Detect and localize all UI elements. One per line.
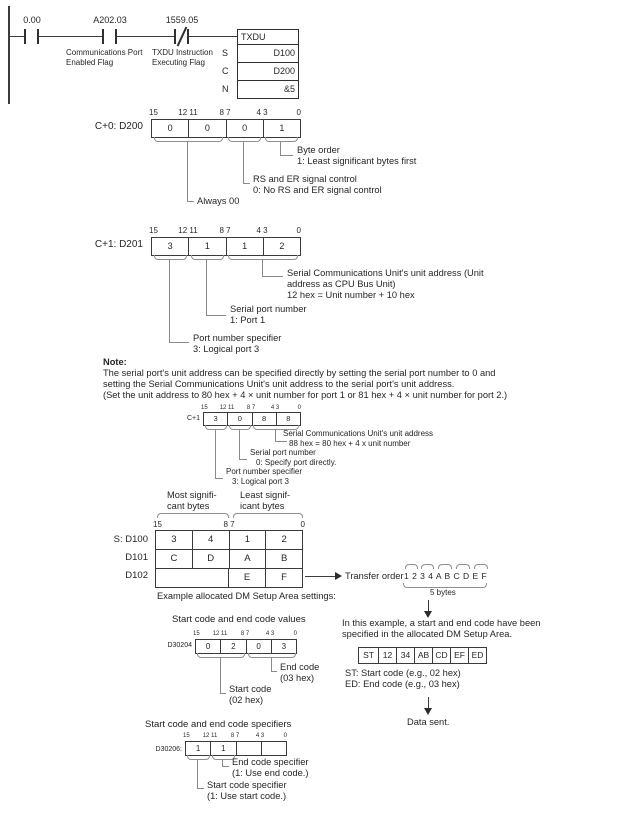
connector-line	[280, 141, 281, 156]
byte-cell: F	[265, 569, 302, 587]
bit-tick: 12 11	[178, 226, 198, 235]
register-label: C+1	[186, 415, 200, 422]
annotation-line: 0: Specify port directly.	[256, 458, 337, 467]
connector-line	[197, 759, 198, 789]
caption-line: Enabled Flag	[66, 58, 114, 67]
port-specifier-annotation	[193, 333, 281, 355]
nc-slash-icon	[176, 27, 187, 47]
bit-tick: 15	[183, 733, 190, 739]
frame-byte: ED	[468, 647, 487, 664]
connector-line	[187, 201, 194, 202]
nibble-cell: 0	[188, 120, 225, 137]
section-heading: Start code and end code specifiers	[145, 719, 292, 730]
operand-n-value: &5	[237, 80, 299, 99]
under-brace	[228, 137, 261, 142]
under-brace	[205, 425, 227, 430]
nibble-cell: 1	[226, 238, 263, 255]
under-brace	[154, 137, 223, 142]
bit-tick: 8 7	[230, 733, 240, 739]
contact-address: 0.00	[23, 15, 41, 25]
connector-line	[187, 141, 188, 202]
register-cells	[203, 412, 301, 426]
table-row	[155, 549, 303, 569]
bit-tick: 8 7	[240, 631, 250, 637]
connector-line	[220, 693, 226, 694]
frame-byte: 12	[378, 647, 397, 664]
register-cells	[151, 237, 301, 256]
over-brace	[233, 513, 303, 518]
contact-address: A202.03	[93, 15, 127, 25]
bit-tick: 0	[283, 733, 287, 739]
byte-cell: 3	[171, 534, 177, 545]
pair-bracket	[421, 564, 434, 569]
bit-tick: 4 3	[270, 405, 280, 411]
byte-cell: A	[229, 550, 266, 568]
bit-tick: 8 7	[219, 108, 231, 117]
header-line: Least signif-	[240, 490, 291, 500]
register-label: D30206:	[155, 746, 182, 753]
frame-byte: CD	[432, 647, 451, 664]
register-cells	[195, 639, 297, 654]
byte-cell	[192, 569, 228, 587]
bit-tick: 12 11	[219, 405, 235, 411]
bit-tick: 12 11	[212, 631, 228, 637]
table-caption: Example allocated DM Setup Area settings:	[157, 591, 336, 601]
bit-tick: 0	[296, 108, 301, 117]
connector-line	[197, 788, 204, 789]
no-contact-icon	[102, 29, 117, 44]
bit-tick: 0	[293, 631, 297, 637]
annotation-line: (1: Use start code.)	[207, 791, 287, 801]
byte-cell: E	[228, 569, 265, 587]
no-contact-icon	[24, 29, 39, 44]
annotation-line: 12 hex = Unit number + 10 hex	[287, 290, 415, 300]
annotation-line: Start code specifier	[207, 780, 287, 790]
example-line: In this example, a start and end code have been	[342, 618, 541, 628]
nibble-cell: 1	[210, 742, 235, 755]
end-code-specifier-annotation	[232, 757, 309, 779]
connector-line	[262, 276, 283, 277]
arrow-down-icon	[424, 708, 432, 715]
annotation-line: Port number specifier	[193, 333, 282, 343]
annotation-line: RS and ER signal control	[253, 174, 357, 184]
txdu-instruction-block	[237, 29, 299, 99]
under-brace	[265, 137, 298, 142]
bit-tick: 15	[149, 226, 158, 235]
annotation-line: address as CPU Bus Unit)	[287, 279, 396, 289]
connector-line	[271, 657, 272, 672]
under-brace	[197, 653, 245, 658]
note-line: setting the Serial Communications Unit's unit address to the serial port's unit address.	[103, 379, 455, 389]
operand-s-value: D100	[237, 44, 299, 63]
byte-cell: 2	[265, 531, 302, 549]
nibble-cell: 0	[246, 640, 271, 653]
under-brace	[228, 255, 298, 260]
connector-line	[169, 342, 189, 343]
under-brace	[187, 755, 210, 760]
arrow-line	[305, 576, 336, 577]
serial-port-annotation	[230, 304, 306, 326]
always-annotation: Always 00	[197, 196, 240, 206]
st-legend: ST: Start code (e.g., 02 hex)	[345, 668, 461, 678]
data-sent-label: Data sent.	[407, 717, 450, 727]
annotation-line: 1: Least significant bytes first	[297, 156, 417, 166]
bit-tick: 8 7	[246, 405, 256, 411]
annotation-line: Serial Communications Unit's unit address	[283, 429, 434, 438]
frame-byte: ST	[358, 647, 379, 664]
caption-line: Communications Port	[66, 48, 143, 57]
annotation-line: Serial port number	[250, 448, 316, 457]
register-cells	[151, 119, 301, 138]
bit-tick: 0	[297, 405, 301, 411]
register-label: C+0: D200	[94, 121, 143, 132]
nibble-cell: 0	[227, 413, 251, 425]
connector-line	[239, 429, 240, 460]
over-brace	[157, 513, 229, 518]
end-code-annotation	[280, 662, 319, 684]
example-line: specified in the allocated DM Setup Area.	[342, 629, 513, 639]
bit-tick: 4 3	[255, 733, 265, 739]
bit-tick: 0	[296, 226, 301, 235]
nc-contact-icon	[174, 29, 189, 44]
annotation-line: Serial Communications Unit's unit address (Unit	[287, 268, 484, 278]
byte-cell: D	[192, 550, 229, 568]
contact-caption	[66, 48, 142, 68]
left-bus-bar	[8, 6, 10, 104]
connector-line	[206, 315, 226, 316]
byte-cell: B	[265, 550, 302, 568]
under-brace	[154, 255, 187, 260]
connector-line	[243, 183, 250, 184]
annotation-line: Serial port number	[230, 304, 307, 314]
nibble-cell: 3	[167, 241, 173, 251]
nibble-cell: 2	[263, 238, 300, 255]
operand-n-letter: N	[222, 84, 229, 94]
annotation-line: (1: Use end code.)	[232, 768, 309, 778]
pair-bracket	[405, 564, 418, 569]
rs-er-annotation	[253, 174, 382, 196]
connector-line	[215, 429, 216, 479]
annotation-line: (02 hex)	[229, 695, 264, 705]
contact-address: 1559.05	[165, 15, 199, 25]
pair-bracket	[474, 564, 488, 569]
note-heading: Note:	[103, 357, 127, 367]
annotation-line: 88 hex = 80 hex + 4 x unit number	[289, 439, 411, 448]
bit-tick: 12 11	[202, 733, 218, 739]
bit-tick: 4 3	[256, 226, 268, 235]
bit-number-row	[151, 226, 299, 235]
connector-line	[262, 259, 263, 277]
bit-tick: 0	[300, 520, 305, 529]
nibble-cell: 1	[188, 238, 225, 255]
bit-tick: 12 11	[178, 108, 198, 117]
byte-cell	[156, 569, 192, 587]
nibble-cell: 1	[195, 744, 201, 753]
annotation-line: Start code	[229, 684, 272, 694]
start-code-specifier-annotation	[207, 780, 287, 802]
annotation-line: 3: Logical port 3	[232, 477, 289, 486]
operand-s-letter: S	[222, 48, 229, 58]
connector-line	[239, 459, 247, 460]
rung-wire	[9, 36, 238, 37]
annotation-line: (03 hex)	[280, 673, 315, 683]
byte-cell: C	[170, 553, 178, 564]
annotation-line: 0: No RS and ER signal control	[253, 185, 382, 195]
bit-tick: 8 7	[223, 520, 235, 529]
bit-number-row	[151, 108, 299, 117]
serial-port-annotation	[250, 448, 336, 468]
frame-byte: EF	[450, 647, 469, 664]
register-label: C+1: D201	[94, 239, 143, 250]
byte-order-annotation	[297, 145, 416, 167]
dm-source-table	[155, 530, 303, 588]
bit-tick: 4 3	[265, 631, 275, 637]
section-heading: Start code and end code values	[172, 614, 306, 625]
nibble-cell: 3	[271, 640, 296, 653]
lsb-header	[240, 490, 290, 512]
byte-cell: 4	[192, 531, 229, 549]
table-row	[155, 568, 303, 588]
instruction-title: TXDU	[237, 29, 299, 45]
example-paragraph	[342, 618, 540, 640]
annotation-line: End code	[280, 662, 320, 672]
frame-byte: 34	[396, 647, 415, 664]
header-line: icant bytes	[240, 501, 285, 511]
connector-line	[271, 671, 277, 672]
bit-tick: 15	[201, 405, 208, 411]
frame-bytes-table	[358, 647, 487, 664]
byte-cell: 1	[229, 531, 266, 549]
operand-c-letter: C	[222, 66, 229, 76]
connector-line	[222, 766, 229, 767]
under-brace	[191, 255, 224, 260]
register-label: D30204	[167, 642, 192, 649]
nibble-cell	[261, 742, 286, 755]
bit-tick: 4 3	[256, 108, 268, 117]
nibble-cell	[236, 742, 261, 755]
connector-line	[169, 259, 170, 343]
unit-address-annotation	[287, 268, 484, 301]
row-label: S: D100	[113, 534, 148, 545]
note-line: The serial port's unit address can be specified directly by setting the serial port number to 0 and	[103, 368, 496, 378]
frame-byte: AB	[414, 647, 433, 664]
annotation-line: 3: Logical port 3	[193, 344, 260, 354]
caption-line: Executing Flag	[152, 58, 205, 67]
nibble-cell: 8	[276, 413, 300, 425]
register-cells	[185, 741, 287, 756]
msb-header	[167, 490, 217, 512]
ed-legend: ED: End code (e.g., 03 hex)	[345, 679, 460, 689]
annotation-line: 1: Port 1	[230, 315, 266, 325]
contact-caption	[152, 48, 213, 68]
bit-number-row	[155, 520, 303, 529]
pair-bracket	[456, 564, 470, 569]
row-label: D101	[125, 552, 148, 563]
bit-tick: 15	[149, 108, 158, 117]
bit-tick: 15	[193, 631, 200, 637]
nibble-cell: 1	[263, 120, 300, 137]
connector-line	[280, 155, 293, 156]
note-paragraph	[103, 368, 507, 401]
caption-line: TXDU Instruction	[152, 48, 213, 57]
annotation-line: Byte order	[297, 145, 340, 155]
start-code-annotation	[229, 684, 271, 706]
nibble-cell: 0	[205, 642, 211, 651]
bytes-label: 5 bytes	[430, 588, 456, 597]
unit-address-annotation	[283, 429, 433, 449]
under-brace	[248, 653, 296, 658]
row-label: D102	[125, 570, 148, 581]
annotation-line: Port number specifier	[226, 467, 303, 476]
nibble-cell: 8	[252, 413, 276, 425]
nibble-cell: 0	[226, 120, 263, 137]
header-line: Most signifi-	[167, 490, 217, 500]
connector-line	[243, 141, 244, 184]
connector-line	[220, 657, 221, 694]
nibble-cell: 0	[167, 123, 173, 133]
annotation-line: End code specifier	[232, 757, 309, 767]
nibble-cell: 3	[213, 414, 218, 423]
note-line: (Set the unit address to 80 hex + 4 × unit number for port 1 or 81 hex + 4 × unit number for port 2.)	[103, 390, 508, 400]
header-line: cant bytes	[167, 501, 210, 511]
port-specifier-annotation	[226, 467, 302, 487]
under-brace	[229, 425, 251, 430]
nibble-cell: 2	[220, 640, 245, 653]
arrow-right-icon	[335, 572, 342, 580]
operand-c-value: D200	[237, 62, 299, 81]
connector-line	[215, 478, 223, 479]
transfer-order-label: Transfer order	[345, 571, 404, 581]
pair-bracket	[438, 564, 452, 569]
arrow-down-icon	[424, 611, 432, 618]
connector-line	[206, 259, 207, 316]
bit-tick: 15	[153, 520, 162, 529]
table-row	[155, 530, 303, 550]
transfer-sequence: 1 2 3 4 A B C D E F	[404, 571, 488, 581]
bit-tick: 8 7	[219, 226, 231, 235]
